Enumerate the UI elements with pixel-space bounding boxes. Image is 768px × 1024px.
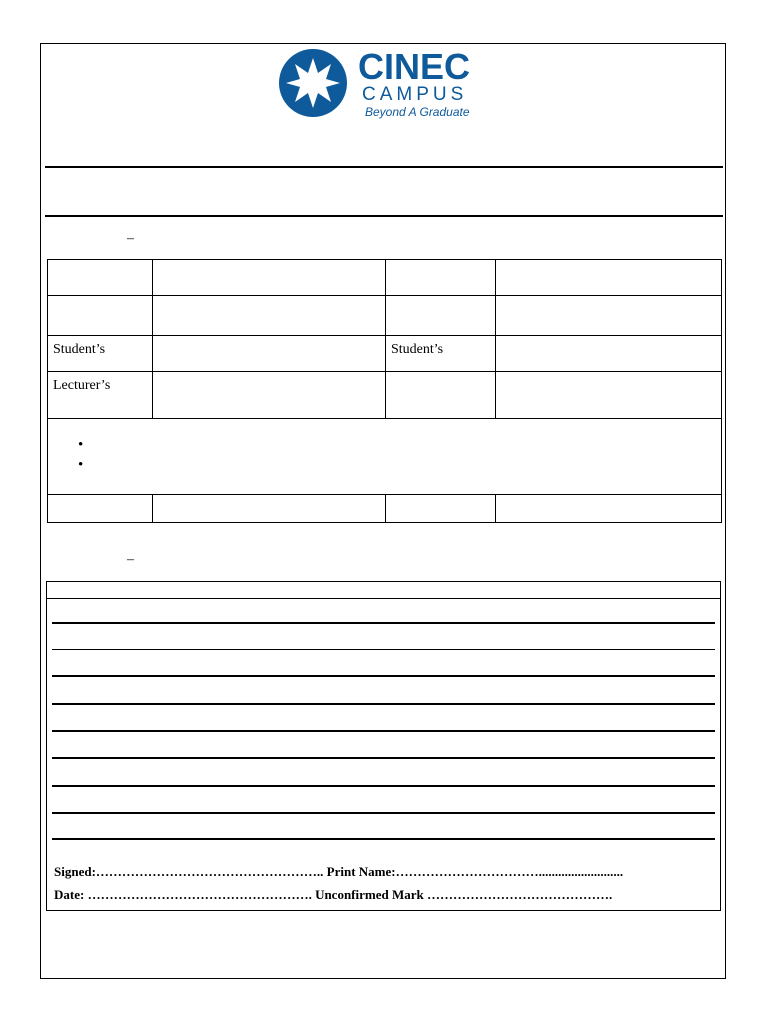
logo-tagline: Beyond A Graduate [365, 105, 470, 119]
header-rule-bottom [45, 215, 723, 217]
table-row [48, 372, 722, 419]
table-row [48, 296, 722, 336]
table-cell-value[interactable] [496, 336, 722, 372]
logo-title: CINEC [358, 48, 471, 87]
table-cell-value[interactable] [496, 372, 722, 419]
table-cell-value[interactable] [496, 495, 722, 523]
student-label-left: Student’s [48, 336, 153, 372]
writing-line[interactable] [52, 730, 715, 732]
table-cell-label [386, 372, 496, 419]
student-label-right: Student’s [386, 336, 496, 372]
bullet-item [53, 457, 716, 477]
bullet-list [53, 437, 716, 477]
writing-line[interactable] [52, 649, 715, 650]
table-cell-value[interactable] [496, 296, 722, 336]
table-cell-value[interactable] [153, 260, 386, 296]
section2-heading-dash: – [127, 552, 134, 567]
writing-line[interactable] [52, 622, 715, 624]
table-row [48, 260, 722, 296]
writing-line[interactable] [52, 838, 715, 840]
writing-line[interactable] [52, 757, 715, 759]
table-row [48, 495, 722, 523]
table-cell-value[interactable] [153, 336, 386, 372]
date-unconfirmed-mark-line[interactable]: Date: ……………………………………………. Unconfirmed Mark ……………………………………. [54, 887, 613, 902]
table-cell-label [48, 296, 153, 336]
writing-line[interactable] [52, 785, 715, 787]
signed-print-name-line[interactable]: Signed:…………………………………………….. Print Name:…………………………….......................... [54, 864, 624, 879]
table-cell-label [48, 260, 153, 296]
table-cell-label [386, 260, 496, 296]
feedback-header-line [47, 598, 720, 599]
bullet-cell [48, 419, 722, 495]
logo-subtitle: CAMPUS [362, 84, 468, 105]
section1-heading-dash: – [127, 231, 134, 246]
details-table [47, 259, 722, 523]
writing-line[interactable] [52, 675, 715, 677]
table-cell-label [386, 495, 496, 523]
table-cell-value[interactable] [153, 372, 386, 419]
cinec-campus-logo [278, 48, 493, 120]
lecturer-label: Lecturer’s [48, 372, 153, 419]
writing-line[interactable] [52, 703, 715, 705]
table-cell-value[interactable] [496, 260, 722, 296]
table-row-bullets [48, 419, 722, 495]
table-cell-value[interactable] [153, 296, 386, 336]
table-cell-label [386, 296, 496, 336]
table-row [48, 336, 722, 372]
header-rule-top [45, 166, 723, 168]
table-cell-label [48, 495, 153, 523]
bullet-item [53, 437, 716, 457]
feedback-box [46, 581, 721, 911]
writing-line[interactable] [52, 812, 715, 814]
table-cell-value[interactable] [153, 495, 386, 523]
